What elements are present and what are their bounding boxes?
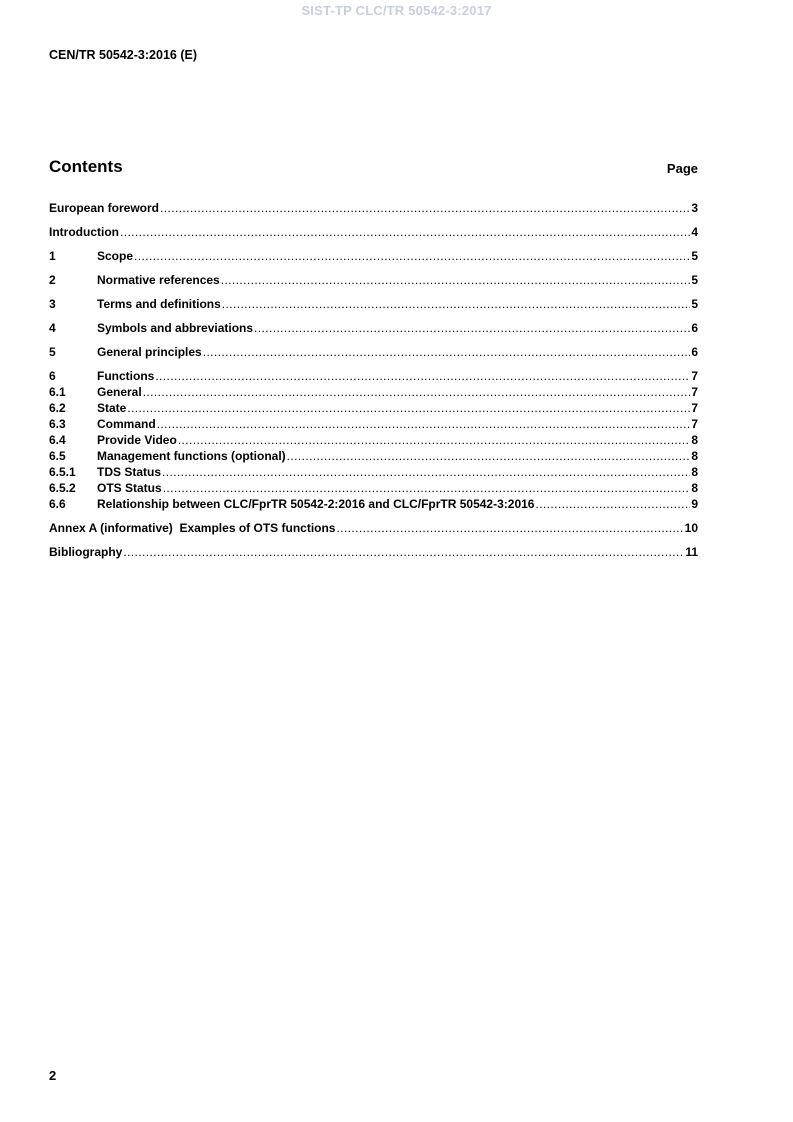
toc-entry-title: Symbols and abbreviations: [97, 321, 254, 335]
contents-title: Contents: [49, 157, 123, 176]
toc-entry-page: 7: [691, 417, 698, 431]
toc-entry-number: 6.3: [49, 417, 66, 431]
toc-entry-page: 3: [691, 201, 698, 215]
toc-entry-page: 5: [691, 297, 698, 311]
toc-entry-title: Terms and definitions: [97, 297, 221, 311]
toc-entry-title: Scope: [97, 249, 134, 263]
toc-entry-page: 5: [691, 249, 698, 263]
dot-leader: [157, 416, 691, 432]
dot-leader: [535, 496, 690, 512]
dot-leader: [162, 464, 690, 480]
toc-entry-page: 8: [691, 433, 698, 447]
toc-entry-number: 3: [49, 297, 56, 311]
toc-entry[interactable]: [49, 224, 698, 240]
toc-entry-page: 5: [691, 273, 698, 287]
toc-entry-number: 4: [49, 321, 56, 335]
toc-entry[interactable]: [49, 248, 698, 264]
toc-entry-title: Functions: [97, 369, 155, 383]
toc-entry-number: 6.4: [49, 433, 66, 447]
toc-entry[interactable]: [49, 432, 698, 448]
toc-entry[interactable]: [49, 544, 698, 560]
dot-leader: [127, 400, 690, 416]
toc-entry-page: 8: [691, 449, 698, 463]
toc-entry-page: 11: [685, 545, 698, 559]
toc-entry[interactable]: [49, 200, 698, 216]
toc-entry-number: 6: [49, 369, 56, 383]
toc-entry[interactable]: [49, 464, 698, 480]
toc-entry-number: 6.2: [49, 401, 66, 415]
toc-entry-page: 8: [691, 465, 698, 479]
toc-entry-page: 7: [691, 401, 698, 415]
toc-entry-title: Introduction: [49, 225, 119, 239]
toc-entry-title: Annex A (informative) Examples of OTS functions: [49, 521, 336, 535]
toc-entry-title: Relationship between CLC/FprTR 50542-2:2016 and CLC/FprTR 50542-3:2016: [97, 497, 535, 511]
dot-leader: [120, 224, 690, 240]
toc-entry-page: 4: [691, 225, 698, 239]
toc-entry-page: 6: [691, 321, 698, 335]
dot-leader: [287, 448, 691, 464]
dot-leader: [134, 248, 690, 264]
toc-entry-page: 10: [684, 521, 698, 535]
toc-entry[interactable]: [49, 368, 698, 384]
toc-entry-number: 2: [49, 273, 56, 287]
toc-entry-title: Bibliography: [49, 545, 123, 559]
toc-entry[interactable]: [49, 496, 698, 512]
toc-entry-number: 6.5: [49, 449, 66, 463]
dot-leader: [178, 432, 691, 448]
table-of-contents: [49, 200, 698, 560]
toc-entry-number: 5: [49, 345, 56, 359]
toc-entry[interactable]: [49, 520, 698, 536]
dot-leader: [254, 320, 690, 336]
toc-entry-title: Provide Video: [97, 433, 177, 447]
toc-entry-number: 1: [49, 249, 56, 263]
toc-entry-page: 7: [691, 385, 698, 399]
dot-leader: [222, 296, 691, 312]
dot-leader: [221, 272, 691, 288]
toc-entry-title: Management functions (optional): [97, 449, 286, 463]
dot-leader: [203, 344, 691, 360]
toc-entry-title: European foreword: [49, 201, 160, 215]
toc-entry[interactable]: [49, 416, 698, 432]
toc-entry[interactable]: [49, 448, 698, 464]
toc-entry[interactable]: [49, 400, 698, 416]
toc-entry-title: TDS Status: [97, 465, 162, 479]
toc-entry-title: OTS Status: [97, 481, 162, 495]
dot-leader: [160, 200, 690, 216]
toc-entry-title: Command: [97, 417, 156, 431]
toc-entry-number: 6.5.2: [49, 481, 76, 495]
toc-entry[interactable]: [49, 320, 698, 336]
document-id: CEN/TR 50542-3:2016 (E): [49, 48, 197, 62]
toc-entry[interactable]: [49, 384, 698, 400]
dot-leader: [336, 520, 683, 536]
toc-entry-title: Normative references: [97, 273, 220, 287]
toc-entry-title: State: [97, 401, 127, 415]
toc-entry-title: General principles: [97, 345, 202, 359]
watermark: SIST-TP CLC/TR 50542-3:2017: [301, 3, 492, 18]
toc-entry-page: 9: [691, 497, 698, 511]
toc-entry-title: General: [97, 385, 142, 399]
toc-entry[interactable]: [49, 272, 698, 288]
toc-entry-number: 6.6: [49, 497, 66, 511]
dot-leader: [123, 544, 684, 560]
toc-entry-page: 7: [691, 369, 698, 383]
dot-leader: [155, 368, 690, 384]
page-number: 2: [49, 1068, 57, 1083]
toc-entry[interactable]: [49, 344, 698, 360]
page-column-label: Page: [666, 161, 698, 176]
dot-leader: [163, 480, 691, 496]
toc-entry[interactable]: [49, 480, 698, 496]
dot-leader: [143, 384, 691, 400]
toc-entry-page: 8: [691, 481, 698, 495]
toc-entry-page: 6: [691, 345, 698, 359]
toc-entry-number: 6.5.1: [49, 465, 76, 479]
toc-entry-number: 6.1: [49, 385, 66, 399]
toc-entry[interactable]: [49, 296, 698, 312]
